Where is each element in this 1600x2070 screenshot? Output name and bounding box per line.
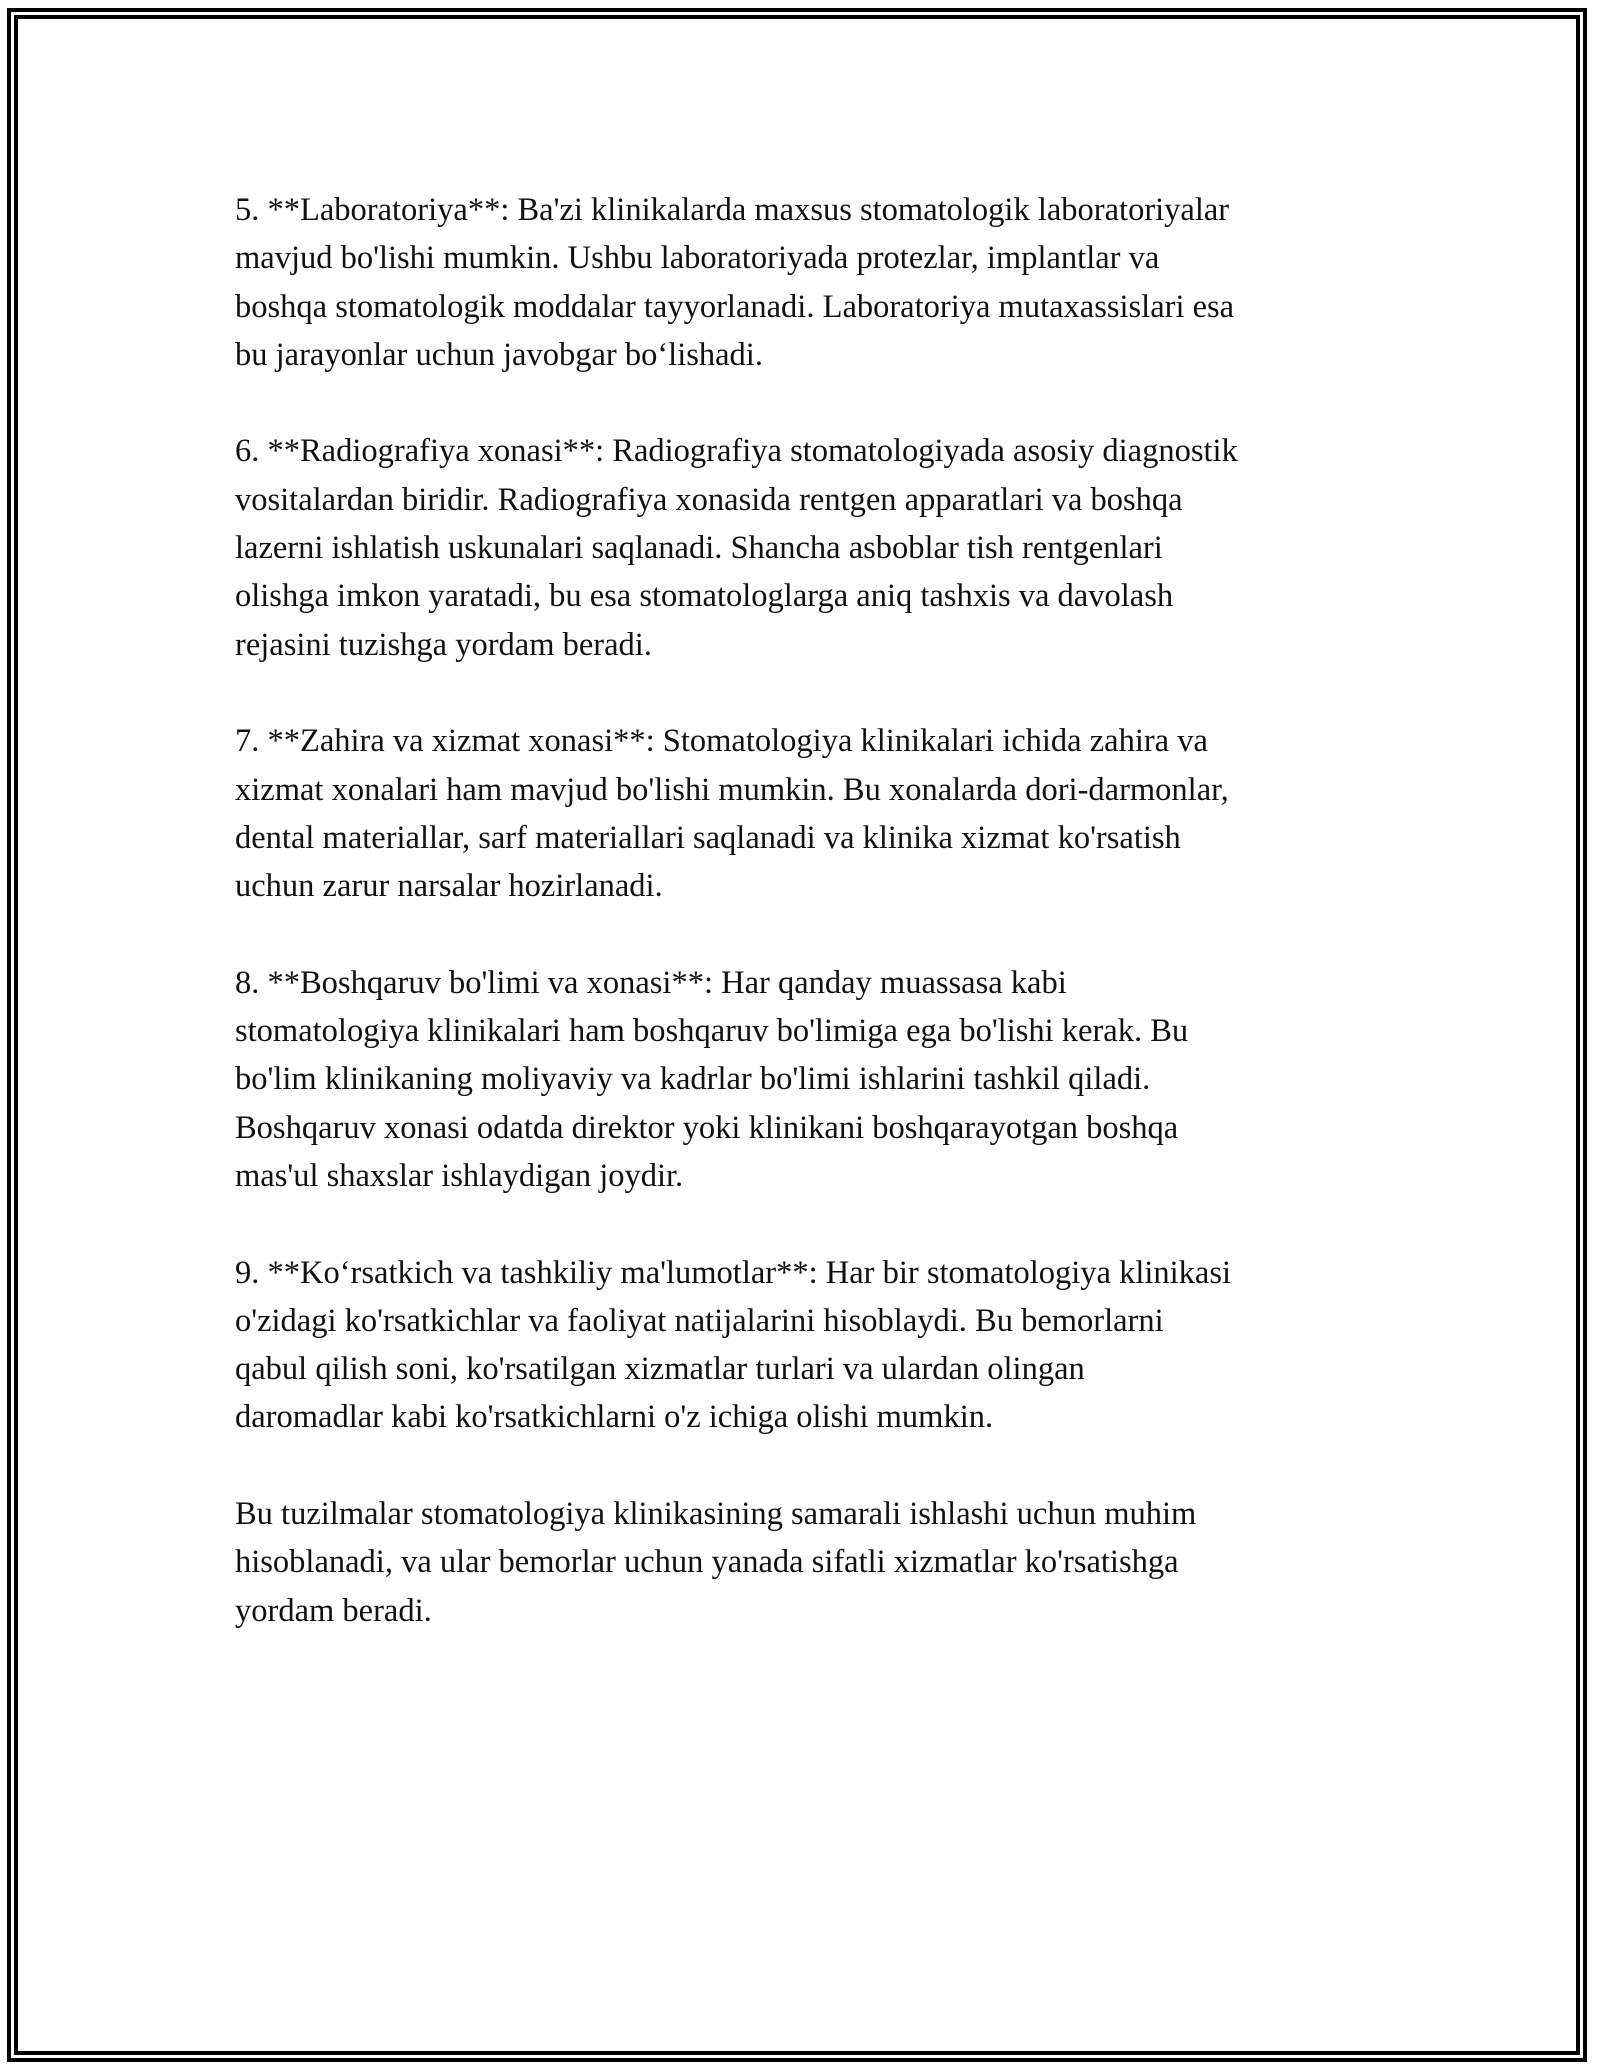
paragraph-radiografiya-xonasi: 6. **Radiografiya xonasi**: Radiografiya stomatologiyada asosiy diagnostik vositalardan biridir. Radiografiya xonasida rentgen apparatlari va boshqa lazerni ishlatish uskunalari saqlanadi. Shancha asboblar tish rentgenlari olishga imkon yaratadi, bu esa stomatologlarga aniq tashxis va davolash rejasini tuzishga yordam beradi.	[235, 433, 1238, 663]
paragraph-boshqaruv-bolimi: 8. **Boshqaruv bo'limi va xonasi**: Har qanday muassasa kabi stomatologiya klinikalari ham boshqaruv bo'limiga ega bo'lishi kerak. Bu bo'lim klinikaning moliyaviy va kadrlar bo'limi ishlarini tashkil qiladi. Boshqaruv xonasi odatda direktor yoki klinikani boshqarayotgan boshqa mas'ul shaxslar ishlaydigan joydir.	[235, 964, 1189, 1194]
paragraph-korsatkich-va-malumotlar: 9. **Ko‘rsatkich va tashkiliy ma'lumotlar**: Har bir stomatologiya klinikasi o'zidagi ko'rsatkichlar va faoliyat natijalarini hisoblaydi. Bu bemorlarni qabul qilish soni, ko'rsatilgan xizmatlar turlari va ulardan olingan daromadlar kabi ko'rsatkichlarni o'z ichiga olishi mumkin.	[235, 1254, 1232, 1436]
paragraph-zahira-va-xizmat-xonasi: 7. **Zahira va xizmat xonasi**: Stomatologiya klinikalari ichida zahira va xizmat xonalari ham mavjud bo'lishi mumkin. Bu xonalarda dori-darmonlar, dental materiallar, sarf materiallari saqlanadi va klinika xizmat ko'rsatish uchun zarur narsalar hozirlanadi.	[235, 723, 1229, 905]
paragraph-conclusion: Bu tuzilmalar stomatologiya klinikasining samarali ishlashi uchun muhim hisoblanadi, va ular bemorlar uchun yanada sifatli xizmatlar ko'rsatishga yordam beradi.	[235, 1496, 1197, 1629]
document-body	[235, 186, 1415, 1683]
paragraph-laboratoriya: 5. **Laboratoriya**: Ba'zi klinikalarda maxsus stomatologik laboratoriyalar mavjud bo'lishi mumkin. Ushbu laboratoriyada protezlar, implantlar va boshqa stomatologik moddalar tayyorlanadi. Laboratoriya mutaxassislari esa bu jarayonlar uchun javobgar bo‘lishadi.	[235, 192, 1235, 373]
